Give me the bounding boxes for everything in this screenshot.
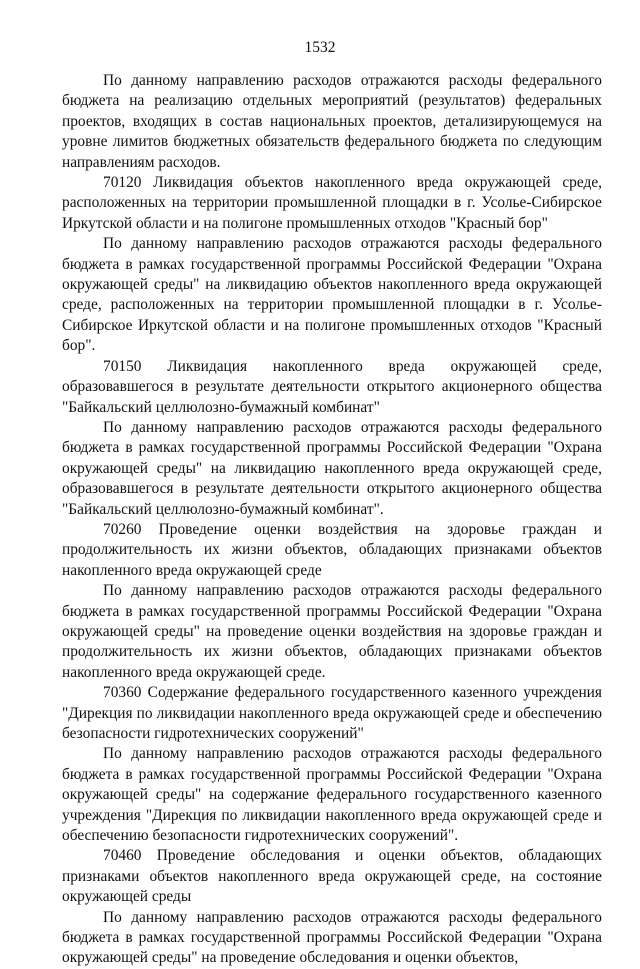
- paragraph-70120-heading: 70120 Ликвидация объектов накопленного вреда окружающей среде, расположенных на территории промышленной площадки в г. Усолье-Сибирское Иркутской области и на полигоне промышленных отходов "Красный бор": [62, 174, 602, 232]
- paragraph-70150-description: По данному направлению расходов отражаются расходы федерального бюджета в рамках государственной программы Российской Федерации "Охрана окружающей среды" на ликвидацию накопленного вреда окружающей среде, образовавшегося в результате деятельности открытого акционерного общества "Байкальский целлюлозно-бумажный комбинат".: [62, 418, 602, 518]
- paragraph-70460-description: По данному направлению расходов отражаются расходы федерального бюджета в рамках государственной программы Российской Федерации "Охрана окружающей среды" на проведение обследования и оценки объектов,: [62, 908, 602, 967]
- paragraph-70360-heading: 70360 Содержание федерального государственного казенного учреждения "Дирекция по ликвидации накопленного вреда окружающей среде и обеспечению безопасности гидротехнических сооружений": [62, 684, 602, 742]
- paragraph-70260-heading: 70260 Проведение оценки воздействия на здоровье граждан и продолжительность их жизни объектов, обладающих признаками объектов накопленного вреда окружающей среде: [62, 520, 602, 579]
- paragraph-70120-description: По данному направлению расходов отражаются расходы федерального бюджета в рамках государственной программы Российской Федерации "Охрана окружающей среды" на ликвидацию объектов накопленного вреда окружающей среде, расположенных на территории промышленной площадки в г. Усолье-Сибирское Иркутской области и на полигоне промышленных отходов "Красный бор".: [62, 235, 602, 355]
- paragraph-intro: По данному направлению расходов отражаются расходы федерального бюджета на реализацию отдельных мероприятий (результатов) федеральных проектов, входящих в состав национальных проектов, детализирующемуся на уровне лимитов бюджетных обязательств федерального бюджета по следующим направлениям расходов.: [62, 72, 602, 171]
- paragraph-70460-heading: 70460 Проведение обследования и оценки объектов, обладающих признаками объектов накопленного вреда окружающей среде, на состояние окружающей среды: [62, 847, 602, 906]
- page-number: 1532: [304, 39, 336, 56]
- paragraph-70150-heading: 70150 Ликвидация накопленного вреда окружающей среде, образовавшегося в результате деятельности открытого акционерного общества "Байкальский целлюлозно-бумажный комбинат": [62, 357, 602, 416]
- document-body: [62, 71, 602, 969]
- paragraph-70360-description: По данному направлению расходов отражаются расходы федерального бюджета в рамках государственной программы Российской Федерации "Охрана окружающей среды" на содержание федерального государственного казенного учреждения "Дирекция по ликвидации накопленного вреда окружающей среде и обеспечению безопасности гидротехнических сооружений".: [62, 745, 602, 845]
- paragraph-70260-description: По данному направлению расходов отражаются расходы федерального бюджета в рамках государственной программы Российской Федерации "Охрана окружающей среды" на проведение оценки воздействия на здоровье граждан и продолжительность их жизни объектов, обладающих признаками объектов накопленного вреда окружающей среде.: [62, 582, 602, 681]
